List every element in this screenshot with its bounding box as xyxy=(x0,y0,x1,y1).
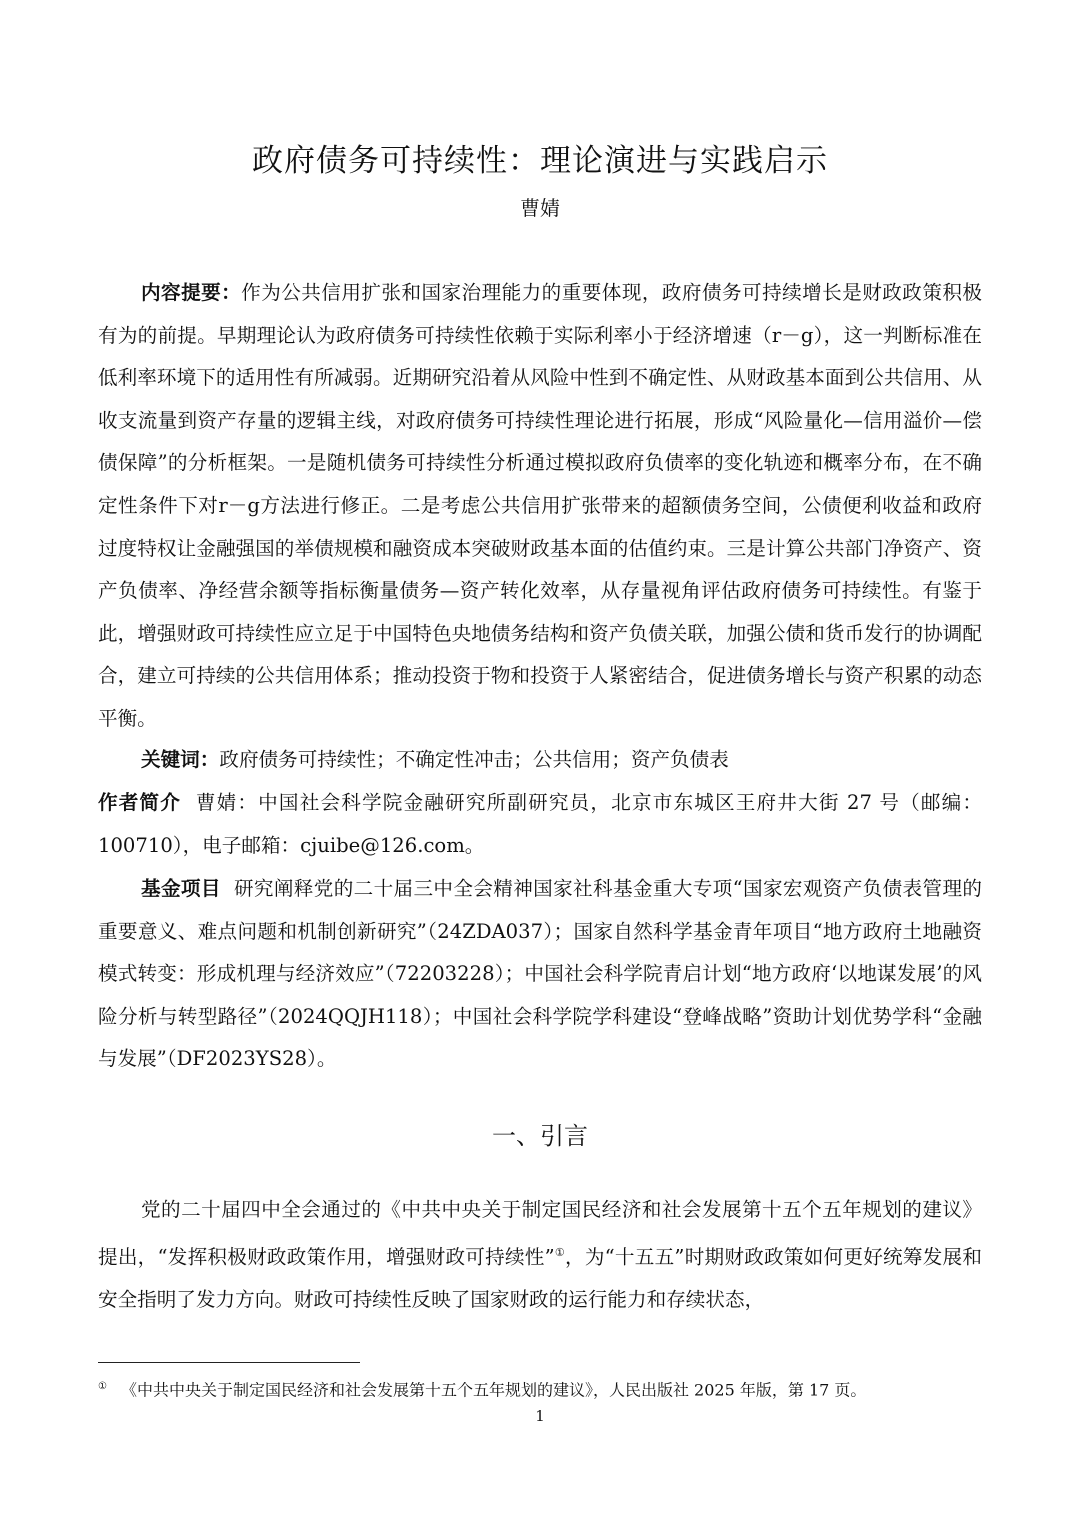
footnote-mark: ① xyxy=(98,1381,107,1392)
fund-label: 基金项目 xyxy=(141,877,221,900)
author-bio xyxy=(98,782,982,867)
abstract-text: 作为公共信用扩张和国家治理能力的重要体现，政府债务可持续增长是财政政策积极有为的前提。早期理论认为政府债务可持续性依赖于实际利率小于经济增速（r－g），这一判断标准在低利率环境下的适用性有所减弱。近期研究沿着从风险中性到不确定性、从财政基本面到公共信用、从收支流量到资产存量的逻辑主线，对政府债务可持续性理论进行拓展，形成“风险量化—信用溢价—偿债保障”的分析框架。一是随机债务可持续性分析通过模拟政府负债率的变化轨迹和概率分布，在不确定性条件下对r－g方法进行修正。二是考虑公共信用扩张带来的超额债务空间，公债便利收益和政府过度特权让金融强国的举债规模和融资成本突破财政基本面的估值约束。三是计算公共部门净资产、资产负债率、净经营余额等指标衡量债务—资产转化效率，从存量视角评估政府债务可持续性。有鉴于此，增强财政可持续性应立足于中国特色央地债务结构和资产负债关联，加强公债和货币发行的协调配合，建立可持续的公共信用体系；推动投资于物和投资于人紧密结合，促进债务增长与资产积累的动态平衡。 xyxy=(98,281,982,730)
fund-text: 研究阐释党的二十届三中全会精神国家社科基金重大专项“国家宏观资产负债表管理的重要意义、难点问题和机制创新研究”（24ZDA037）；国家自然科学基金青年项目“地方政府土地融资模式转变：形成机理与经济效应”（72203228）；中国社会科学院青启计划“地方政府‘以地谋发展’的风险分析与转型路径”（2024QQJH118）；中国社会科学院学科建设“登峰战略”资助计划优势学科“金融与发展”（DF2023YS28）。 xyxy=(98,877,982,1071)
abstract-label: 内容提要： xyxy=(141,281,242,304)
paper-title: 政府债务可持续性：理论演进与实践启示 xyxy=(252,143,828,179)
footnote-ref: ① xyxy=(554,1245,565,1259)
bio-text: 曹婧：中国社会科学院金融研究所副研究员，北京市东城区王府井大街 27 号（邮编：100710），电子邮箱：cjuibe@126.com。 xyxy=(98,791,982,857)
keywords-label: 关键词： xyxy=(141,748,220,771)
body-text-before: 党的二十届四中全会通过的《中共中央关于制定国民经济和社会发展第十五个五年规划的建议》提出，“发挥积极财政政策作用，增强财政可持续性” xyxy=(98,1198,982,1269)
footnote xyxy=(98,1374,982,1403)
section-heading: 一、引言 xyxy=(492,1122,588,1150)
author-name: 曹婧 xyxy=(520,196,560,220)
bio-label: 作者简介 xyxy=(98,791,182,814)
body-paragraph xyxy=(98,1189,982,1321)
keywords-text: 政府债务可持续性；不确定性冲击；公共信用；资产负债表 xyxy=(219,748,729,771)
footnote-divider xyxy=(98,1362,360,1363)
keywords xyxy=(98,739,982,782)
fund-projects xyxy=(98,868,982,1081)
footnote-text: 《中共中央关于制定国民经济和社会发展第十五个五年规划的建议》，人民出版社 2025 年版，第 17 页。 xyxy=(120,1380,867,1400)
body-text-after: ，为“十五五”时期财政政策如何更好统筹发展和安全指明了发力方向。财政可持续性反映了国家财政的运行能力和存续状态， xyxy=(98,1245,982,1311)
abstract xyxy=(98,272,982,741)
page-number: 1 xyxy=(535,1407,545,1425)
